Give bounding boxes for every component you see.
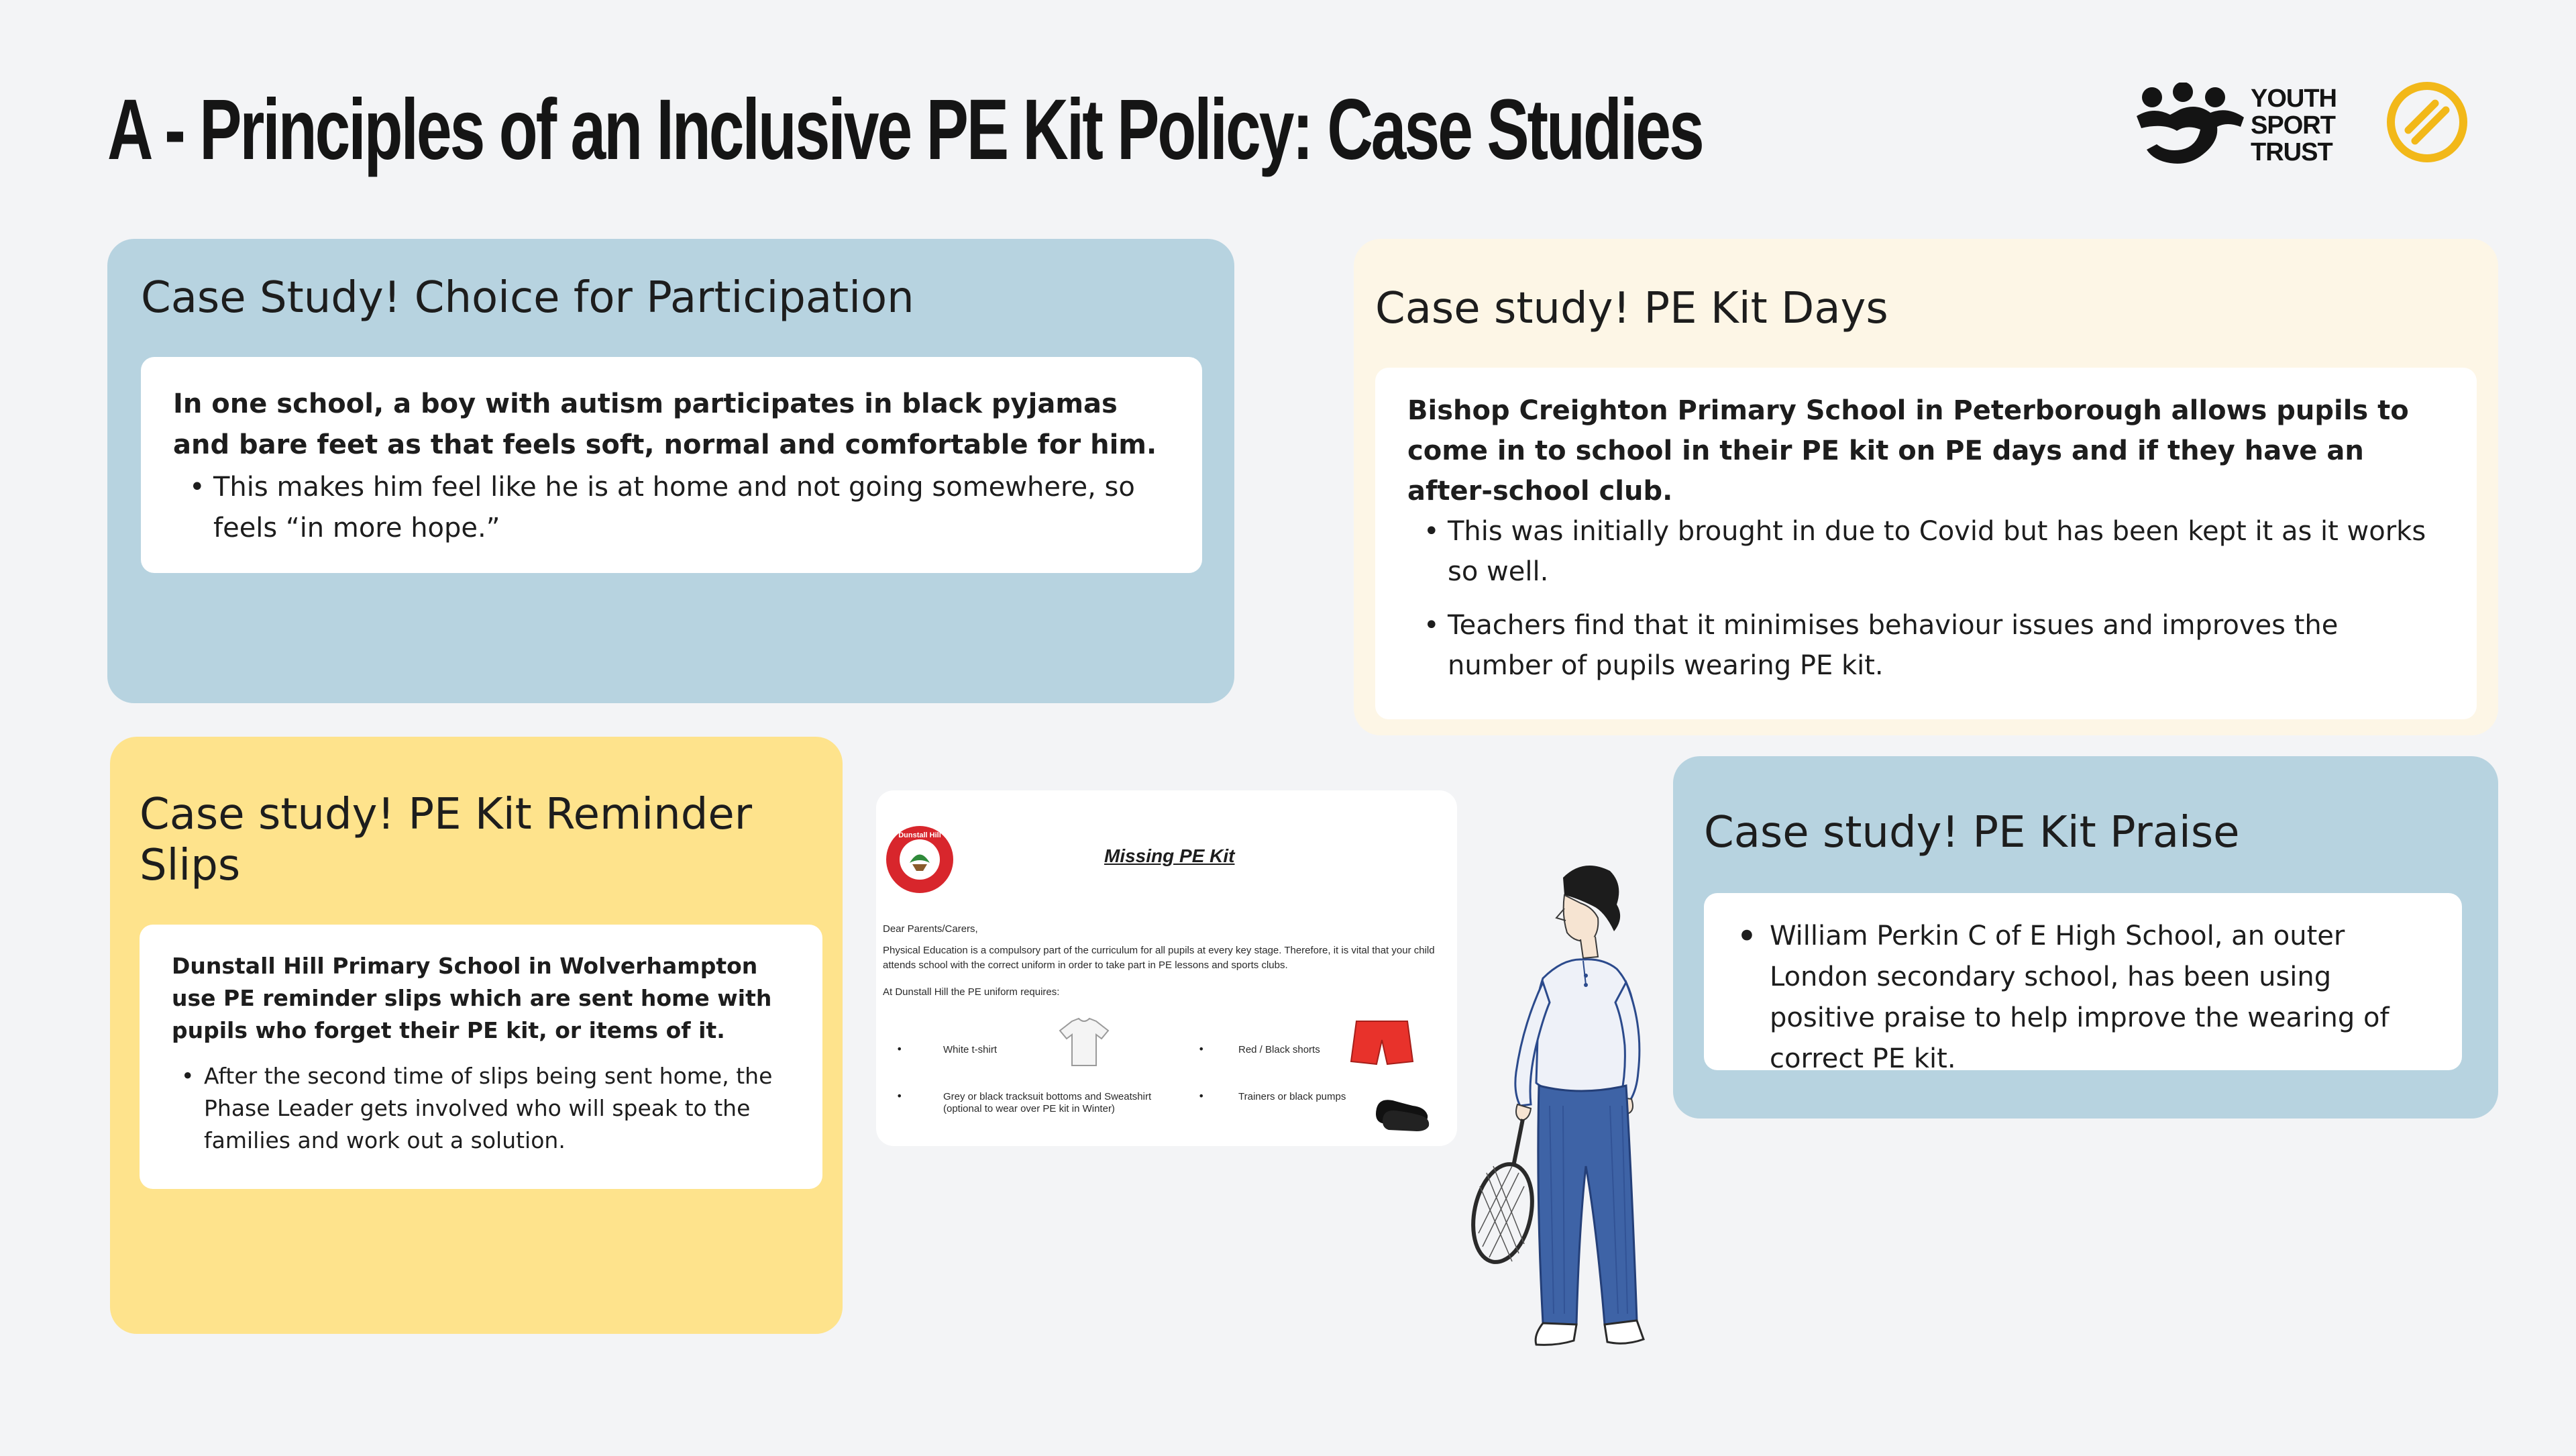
tennis-player-illustration: [1449, 851, 1690, 1388]
case-study-body: [1375, 368, 2477, 719]
bullet-item: • William Perkin C of E High School, an outer London secondary school, has been using positive praise to help improve the wearing of correct PE kit.: [1736, 916, 2430, 1080]
letter-greeting: Dear Parents/Carers,: [883, 923, 978, 935]
case-study-lead: In one school, a boy with autism participates in black pyjamas and bare feet as that feels soft, normal and comfortable for him.: [173, 388, 1157, 460]
missing-pe-kit-letter: Dunstall Hill Missing PE Kit Dear Parents/Carers, Physical Education is a compulsory part of the curriculum for all pupils at every key stage. Therefore, it is vital that your child attends school with the correct uniform in order to take part in PE lessons and sports clubs. At Dunstall Hill the PE uniform requires: • White t-shirt • Red / Black shorts • Grey or black tracksuit bottoms and Sweatshirt (optional to wear over PE kit in Winter) • Trainers or black pumps: [876, 790, 1457, 1146]
partner-logo-icon: [2385, 81, 2469, 164]
case-study-body: [141, 357, 1202, 573]
card-heading: Case study! PE Kit Praise: [1704, 808, 2240, 857]
logo-word: YOUTH: [2251, 85, 2337, 113]
case-study-body: [1704, 893, 2462, 1074]
case-study-kit-praise-card: [1673, 756, 2498, 1119]
letter-item: Red / Black shorts: [1238, 1044, 1320, 1055]
bullet-item: • This was initially brought in due to Covid but has been kept it as it works so well.: [1407, 511, 2445, 592]
crest-text: Dunstall Hill: [898, 831, 941, 839]
card-heading: Case study! PE Kit Reminder Slips: [140, 790, 752, 890]
logo-word: SPORT: [2251, 111, 2335, 140]
case-study-lead: Bishop Creighton Primary School in Peterborough allows pupils to come in to school in their PE kit on PE days and if they have an after-school club.: [1407, 395, 2409, 507]
letter-title: Missing PE Kit: [1104, 845, 1235, 866]
school-crest-icon: [883, 823, 957, 896]
case-study-lead: Dunstall Hill Primary School in Wolverhampton use PE reminder slips which are sent home with pupils who forget their PE kit, or items of it.: [172, 953, 772, 1043]
case-study-choice-card: [107, 239, 1234, 703]
letter-item: White t-shirt: [943, 1044, 998, 1055]
shorts-icon: [1350, 1017, 1414, 1068]
page-title: A - Principles of an Inclusive PE Kit Policy: Case Studies: [107, 82, 1703, 178]
case-study-body: [140, 925, 822, 1189]
case-study-kit-days-card: [1354, 239, 2498, 735]
case-study-reminder-slips-card: [110, 737, 843, 1334]
letter-requires: At Dunstall Hill the PE uniform requires:: [883, 986, 1060, 998]
card-heading: Case study! PE Kit Days: [1375, 284, 1888, 333]
pumps-icon: [1373, 1086, 1433, 1133]
logo-word: TRUST: [2251, 138, 2332, 166]
letter-item: Trainers or black pumps: [1238, 1091, 1346, 1102]
bullet-item: • Teachers find that it minimises behaviour issues and improves the number of pupils wearing PE kit.: [1407, 605, 2445, 686]
letter-item: Grey or black tracksuit bottoms and Sweatshirt (optional to wear over PE kit in Winter): [943, 1091, 1152, 1114]
bullet-item: • This makes him feel like he is at home and not going somewhere, so feels “in more hope.”: [173, 467, 1170, 549]
card-heading: Case Study! Choice for Participation: [141, 273, 914, 323]
tshirt-icon: [1057, 1016, 1111, 1070]
bullet-item: • After the second time of slips being sent home, the Phase Leader gets involved who will speak to the families and work out a solution.: [172, 1060, 790, 1157]
letter-body: Physical Education is a compulsory part of the curriculum for all pupils at every key stage. Therefore, it is vital that your child attends school with the correct uniform in order to take part in PE lessons and sports clubs.: [883, 945, 1435, 971]
youth-sport-trust-logo: [2133, 77, 2341, 171]
people-icon: [2133, 83, 2247, 166]
